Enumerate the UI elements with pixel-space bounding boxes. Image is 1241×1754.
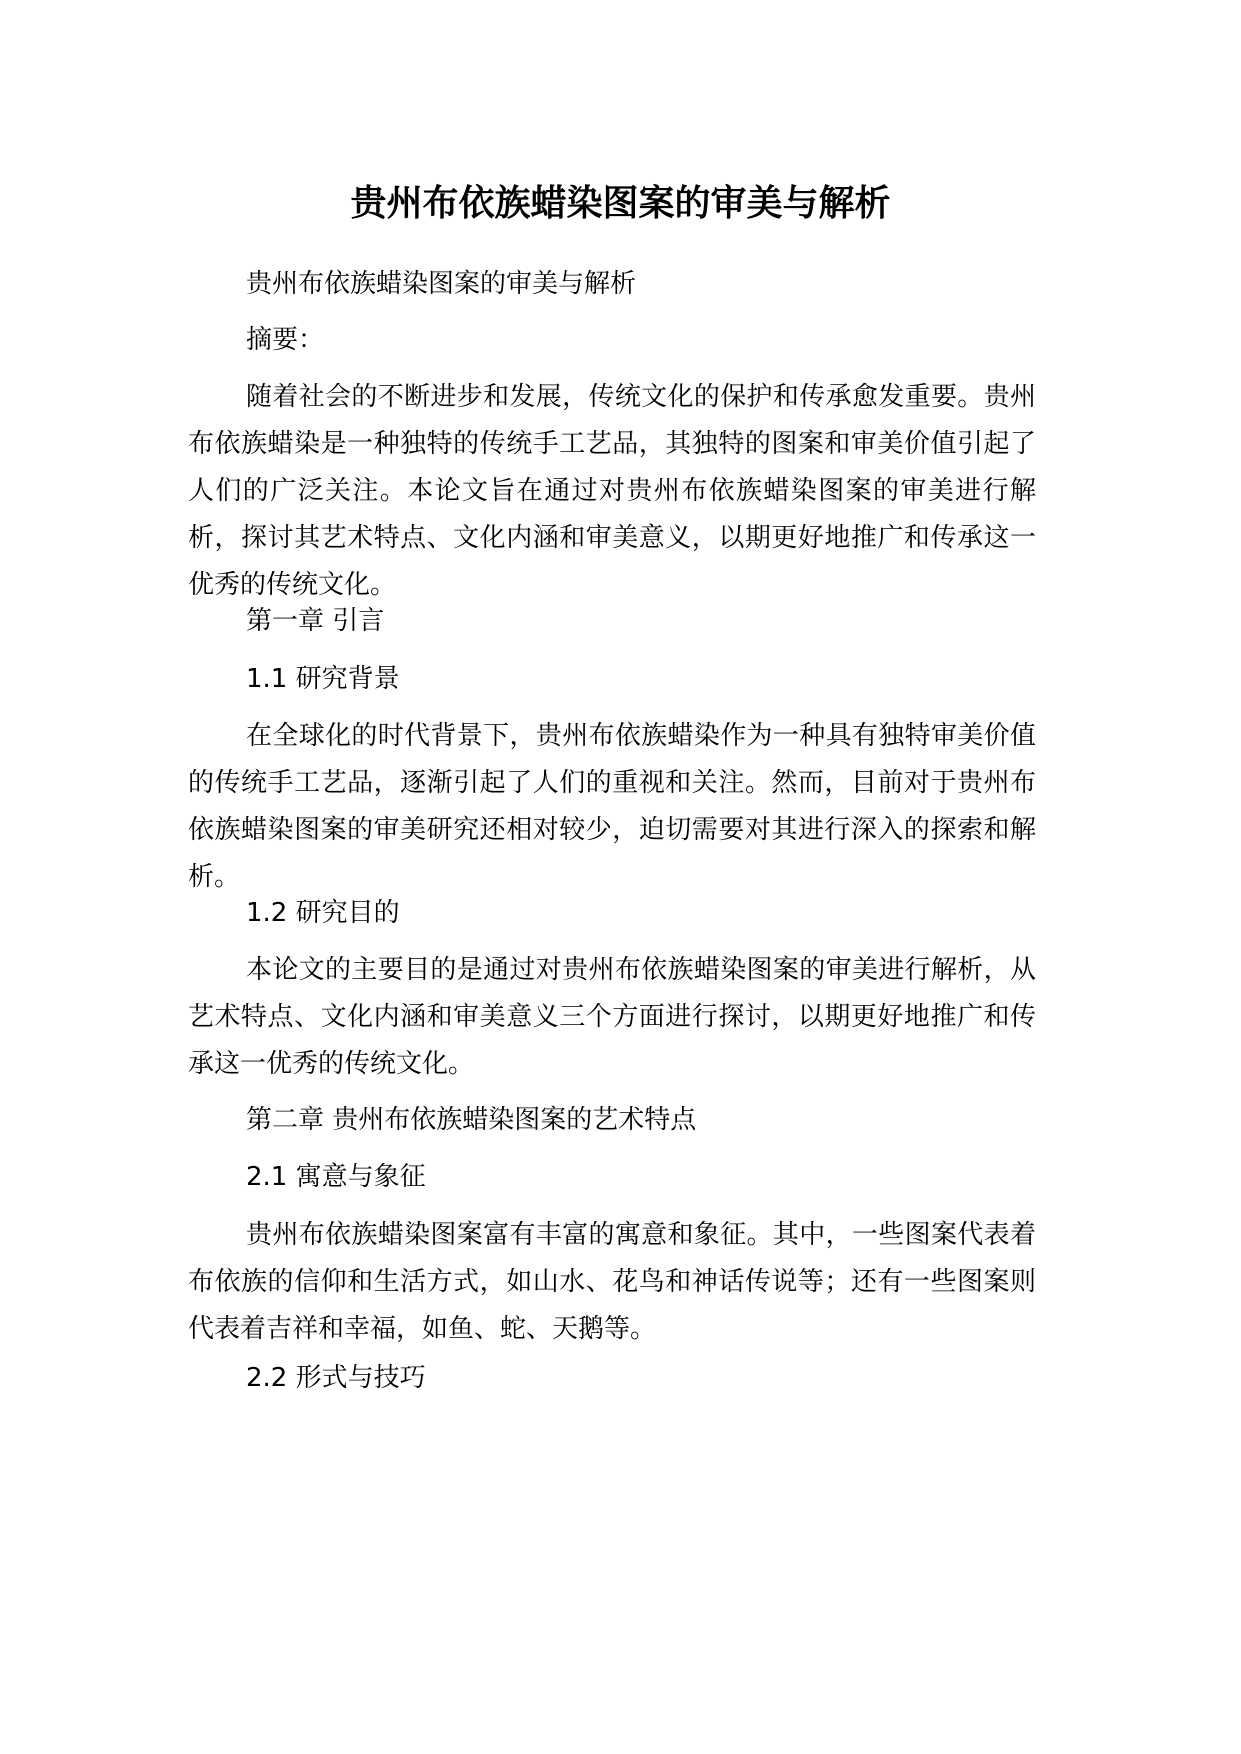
paragraph-subtitle: 贵州布依族蜡染图案的审美与解析 (246, 269, 637, 299)
paragraph-chapter-1-heading: 第一章 引言 (246, 606, 385, 636)
paragraph-section-2-1-body: 贵州布依族蜡染图案富有丰富的寓意和象征。其中，一些图案代表着布依族的信仰和生活方式，如山水、花鸟和神话传说等；还有一些图案则代表着吉祥和幸福，如鱼、蛇、天鹅等。 (188, 1220, 1036, 1344)
paragraph-section-1-2-heading: 1.2 研究目的 (246, 898, 400, 928)
paragraph-abstract-body: 随着社会的不断进步和发展，传统文化的保护和传承愈发重要。贵州布依族蜡染是一种独特的传统手工艺品，其独特的图案和审美价值引起了人们的广泛关注。本论文旨在通过对贵州布依族蜡染图案的审美进行解析，探讨其艺术特点、文化内涵和审美意义，以期更好地推广和传承这一优秀的传统文化。 (188, 382, 1036, 600)
paragraph-chapter-2-heading: 第二章 贵州布依族蜡染图案的艺术特点 (246, 1105, 697, 1135)
paragraph-section-1-2-body: 本论文的主要目的是通过对贵州布依族蜡染图案的审美进行解析，从艺术特点、文化内涵和审美意义三个方面进行探讨，以期更好地推广和传承这一优秀的传统文化。 (188, 955, 1036, 1079)
document-title: 贵州布依族蜡染图案的审美与解析 (350, 183, 891, 224)
paragraph-section-1-1-body: 在全球化的时代背景下，贵州布依族蜡染作为一种具有独特审美价值的传统手工艺品，逐渐引起了人们的重视和关注。然而，目前对于贵州布依族蜡染图案的审美研究还相对较少，迫切需要对其进行深入的探索和解析。 (188, 721, 1036, 892)
paragraph-section-2-2-heading: 2.2 形式与技巧 (246, 1363, 426, 1393)
paragraph-section-1-1-heading: 1.1 研究背景 (246, 664, 400, 694)
paragraph-abstract-heading: 摘要： (246, 325, 325, 355)
paragraph-section-2-1-heading: 2.1 寓意与象征 (246, 1162, 426, 1192)
